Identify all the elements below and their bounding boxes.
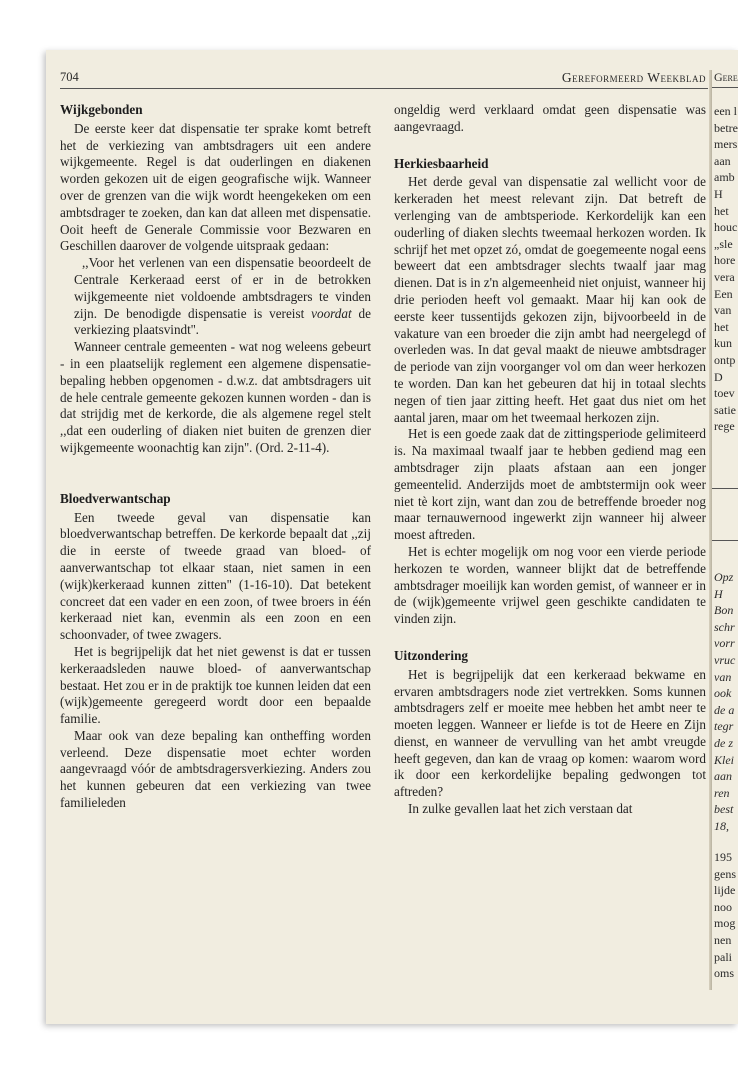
- edge-fragment: toev: [714, 386, 735, 401]
- edge-fragment: aan: [714, 153, 731, 168]
- edge-fragment: een l: [714, 104, 737, 118]
- edge-fragment: ook: [714, 686, 732, 701]
- edge-fragment: 18,: [714, 819, 729, 833]
- edge-fragment: houc: [714, 220, 738, 235]
- paragraph: In zulke gevallen laat het zich verstaan dat: [408, 801, 633, 817]
- page-number: 704: [60, 70, 79, 84]
- quote-text: ,,Voor het verlenen van een dispensatie beoordeelt de Centrale Kerkeraad eerst of er in de betrokken wijkgemeente niet voldoende ambtsdragers te vinden zijn. De benodigde dispensatie is vereist: [74, 255, 371, 321]
- edge-fragment: vorr: [714, 636, 735, 651]
- edge-fragment: amb: [714, 170, 735, 185]
- edge-fragment: de z: [714, 736, 733, 750]
- magazine-page: [46, 50, 738, 1024]
- quotation: [74, 255, 371, 339]
- edge-fragment: H: [714, 187, 723, 201]
- edge-fragment: de a: [714, 702, 735, 717]
- header-rule: [712, 87, 738, 88]
- edge-fragment: rege: [714, 419, 735, 434]
- edge-fragment: ontp: [714, 353, 736, 367]
- edge-fragment: lijde: [714, 883, 736, 898]
- edge-fragment: Klei: [714, 752, 734, 767]
- edge-fragment: het: [714, 203, 729, 218]
- divider: [712, 540, 738, 541]
- edge-fragment: oms: [714, 966, 735, 981]
- edge-fragment: noo: [714, 899, 732, 914]
- edge-fragment: tegr: [714, 719, 734, 734]
- edge-fragment: kun: [714, 336, 732, 351]
- paragraph: Maar ook van deze bepaling kan ontheffing worden verleend. Deze dispensatie moet echter worden aangevraagd vóór de ambtsdragersverkiezing. Anders zou het kunnen gebeuren dat een verkiezing van twee familieleden: [60, 727, 371, 811]
- column-left: [60, 102, 371, 812]
- publication-title: Gereformeerd Weekblad: [561, 70, 706, 85]
- edge-fragment: gens: [714, 866, 736, 881]
- paragraph-continued: ongeldig werd verklaard omdat geen dispensatie was aangevraagd.: [394, 102, 706, 134]
- paragraph: Wanneer centrale gemeenten - wat nog weleens gebeurt - in een plaatselijk reglement een algemene dispensatie-bepaling hebben opgenomen - d.w.z. dat ambtsdragers uit de hele centrale gemeente gekozen kunnen worden - dan is dat strijdig met de kerkorde, die als algemene regel stelt ,,dat een ouderling of diaken niet buiten de grenzen dier wijkgemeente woonachtig kan zijn''. (Ord. 2-11-4).: [60, 339, 371, 455]
- edge-fragment: satie: [714, 402, 736, 417]
- quote-emphasis: voordat: [311, 305, 352, 321]
- paragraph: De eerste keer dat dispensatie ter sprake komt betreft het de verkiezing van ambtsdragers uit een andere wijkgemeente. Regel is dat ouderlingen en diakenen worden gekozen uit de eigen geografische wijk. Wanneer over de grenzen van die wijk wordt heengekeken om een ambtsdrager te zoeken, dan kan dat alleen met dispensatie. Ooit heeft de Generale Commissie voor Bezwaren en Geschillen daarover de volgende uitspraak gedaan:: [60, 120, 371, 254]
- edge-fragment: H: [714, 586, 723, 601]
- paragraph: Een tweede geval van dispensatie kan bloedverwantschap betreffen. De kerkorde bepaalt dat ,,zij die in eerste of tweede graad van bloed- of aanverwantschap tot elkaar staan, niet samen in een (wijk)kerkeraad kunnen zitten'' (1-16-10). Dat betekent concreet dat een vader en een zoon, of twee broers in één kerkeraad niet kan, evenmin als een zoon en een schoonvader, of twee zwagers.: [60, 509, 371, 643]
- next-page-edge: [712, 70, 738, 1010]
- section-heading-herkiesbaarheid: Herkiesbaarheid: [394, 155, 489, 171]
- edge-fragment: van: [714, 303, 732, 318]
- edge-fragment: van: [714, 669, 732, 684]
- edge-fragment: aan: [714, 769, 732, 784]
- edge-fragment: pali: [714, 949, 732, 964]
- edge-fragment: D: [714, 369, 723, 384]
- edge-fragment: het: [714, 319, 729, 334]
- next-page-header: Gere: [714, 70, 738, 84]
- edge-fragment: betre: [714, 120, 738, 135]
- edge-fragment: schr: [714, 619, 735, 634]
- edge-fragment: vera: [714, 270, 735, 284]
- edge-fragment: vruc: [714, 653, 736, 667]
- edge-fragment: mog: [714, 916, 736, 931]
- paragraph: Het is begrijpelijk dat een kerkeraad bekwame en ervaren ambtsdragers node ziet vertrekken. Soms kunnen ambtsdragers zelf er moeite mee hebben het ambt neer te moeten leggen. Wanneer er liefde is tot de Heere en Zijn dienst, en wanneer de vervulling van het ambt vreugde heeft gegeven, dan kan de vraag op komen: waarom word ik door een kerkordelijke bepaling gedwongen tot aftreden?: [394, 666, 706, 800]
- running-header: [60, 70, 708, 89]
- edge-fragment: Opz: [714, 570, 734, 584]
- section-heading-bloedverwantschap: Bloedverwantschap: [60, 490, 171, 506]
- edge-fragment: 195: [714, 850, 732, 864]
- paragraph: Het is een goede zaak dat de zittingsperiode gelimiteerd is. Na maximaal twaalf jaar te hebben gediend mag een ambtsdrager zijn plaats afstaan aan een jonger gemeentelid. Anderzijds moet de ambtstermijn ook weer niet tè kort zijn, want dan zou de betreffende broeder nog maar ternauwernood ingewerkt zijn wanneer hij alweer moest aftreden.: [394, 426, 706, 543]
- edge-fragment: mers: [714, 137, 738, 152]
- paragraph: Het derde geval van dispensatie zal wellicht voor de kerkeraden het meest relevant zijn. Dat betreft de verlenging van de ambtsperiode. Kerkordelijk kan een ouderling of diaken slechts tweemaal herkozen worden. Ik schrijf het met opzet zó, omdat de goegemeente nogal eens beweert dat een ambtsdrager slechts twaalf jaar mag dienen. Dat is in z'n algemeenheid niet onjuist, wanneer hij drie perioden heeft vol gemaakt. Maar hij kan ook de eerste keer tussentijds gekozen zijn, bijvoorbeeld in de vakature van een broeder die zijn ambt had neergelegd of overleden was. In dat geval maakt de nieuwe ambtsdrager de periode van zijn voorganger vol om dan weer herkozen te worden. Dan kan het gebeuren dat hij in totaal slechts negen of tien jaar zitting heeft. Het gaat dus niet om het aantal jaren, maar om het tweemaal herkozen zijn.: [394, 174, 706, 425]
- edge-fragment: best: [714, 802, 734, 817]
- divider: [712, 488, 738, 489]
- paragraph: Het is begrijpelijk dat het niet gewenst is dat er tussen kerkeraadsleden nauwe bloed- of aanverwantschap bestaat. Het zou er in de praktijk toe kunnen leiden dat een (wijk)gemeente geregeerd wordt door een bepaalde familie.: [60, 643, 371, 727]
- section-heading-wijkgebonden: Wijkgebonden: [60, 102, 143, 117]
- edge-fragment: nen: [714, 933, 732, 947]
- edge-fragment: Bon: [714, 603, 734, 618]
- quote-text-end: de verkiezing plaatsvindt''.: [74, 305, 371, 338]
- edge-fragment: ren: [714, 785, 730, 800]
- edge-fragment: Een: [714, 286, 733, 301]
- section-heading-uitzondering: Uitzondering: [394, 647, 468, 663]
- edge-fragment: „sle: [714, 236, 733, 251]
- paragraph: Het is echter mogelijk om nog voor een vierde periode herkozen te worden, wanneer blijkt dat de betreffende ambtsdrager moeilijk kan worden gemist, of wanneer er in de (wijk)gemeente vrijwel geen geschikte candidaten te vinden zijn.: [394, 543, 706, 627]
- edge-fragment: hore: [714, 253, 736, 268]
- column-right: [394, 102, 706, 818]
